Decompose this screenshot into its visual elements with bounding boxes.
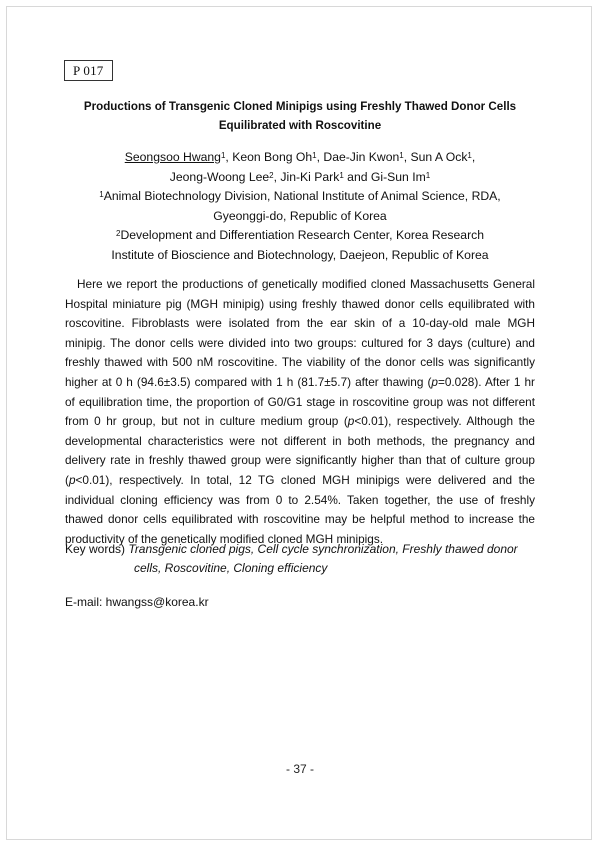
author-name: Keon Bong Oh	[232, 150, 313, 164]
author-affiliation-mark: 1	[220, 151, 226, 160]
author-name: Jeong-Woong Lee	[169, 169, 270, 184]
keywords-line-1	[65, 540, 540, 559]
author-name: Sun A Ock	[410, 150, 468, 164]
p-value-symbol: p	[347, 414, 355, 429]
title-line-1: Productions of Transgenic Cloned Minipigs using Freshly Thawed Donor Cells	[83, 100, 517, 113]
affiliation-1-line-1	[60, 187, 540, 207]
author-affiliation-mark: 1	[339, 170, 344, 180]
p-value-symbol: p	[431, 374, 438, 389]
abstract-text: Here we report the productions of genetically modified cloned Massachusetts General Hospital miniature pig (MGH minipig) using freshly thawed donor cells equilibrated with roscovitine. Fibroblasts were isolated from the ear skin of a 10-day-old male MGH minipig. The donor cells were divided into two groups: cultured for 3 days (culture) and freshly thawed with 500 nM roscovitine. The viability of the donor cells was significantly higher at 0 h (94.6±3.5) compared with 1 h (81.7±5.7) after thawing (	[65, 277, 535, 389]
affiliation-mark: 2	[115, 229, 121, 238]
abstract-code-box: P 017	[64, 60, 113, 81]
author-affiliation-mark: 1	[312, 151, 317, 160]
title-line-2: Equilibrated with Roscovitine	[218, 119, 382, 132]
affiliation-2-line-2: Institute of Bioscience and Biotechnology, Daejeon, Republic of Korea	[111, 247, 489, 262]
affiliation-mark: 1	[99, 190, 104, 199]
page-number: - 37 -	[285, 762, 314, 776]
author-affiliation-mark: 1	[425, 170, 431, 180]
keywords-line-2: cells, Roscovitine, Cloning efficiency	[134, 561, 328, 575]
keywords-label: Key words)	[65, 542, 126, 556]
author-affiliation-mark: 1	[399, 151, 404, 160]
keywords-text: Transgenic cloned pigs, Cell cycle synchronization, Freshly thawed donor	[128, 542, 518, 556]
keywords-block	[65, 540, 540, 578]
author-line-2: Jeong-Woong Lee$^2$, Jin-Ki Park$^1$ and Gi-Sun Im$^1$	[169, 169, 431, 184]
author-name: Gi-Sun Im	[370, 169, 426, 184]
affiliation-1-line-2: Gyeonggi-do, Republic of Korea	[213, 208, 387, 223]
author-block	[60, 148, 540, 265]
author-affiliation-mark: 1	[467, 151, 472, 160]
affiliation-text: Animal Biotechnology Division, National Institute of Animal Science, RDA,	[103, 189, 501, 203]
abstract-paragraph	[65, 275, 535, 549]
abstract-text: <0.01), respectively. In total, 12 TG cloned MGH minipigs were delivered and the individual cloning efficiency was from 0 to 2.54%. Taken together, the use of freshly thawed donor cells equilibrated with roscovitine may be helpful method to increase the productivity of the genetically modified cloned MGH minipigs.	[65, 472, 535, 546]
affiliation-text: Development and Differentiation Research Center, Korea Research	[120, 228, 485, 242]
author-affiliation-mark: 2	[269, 170, 274, 180]
affiliation-2-line-1	[60, 226, 540, 246]
contact-email: E-mail: hwangss@korea.kr	[65, 595, 209, 609]
author-name: Dae-Jin Kwon	[323, 150, 400, 164]
author-presenting: Seongsoo Hwang	[124, 150, 221, 164]
p-value-symbol: p	[68, 472, 76, 487]
author-line-1: Seongsoo Hwang$^1$, Keon Bong Oh$^1$, Dae-Jin Kwon$^1$, Sun A Ock$^1$,	[124, 150, 476, 164]
abstract-text: =0.028). After 1 hr of equilibration time, the proportion of G0/G1 stage in roscovitine group was not different from 0 hr group, but not in culture medium group (	[65, 374, 535, 429]
author-name: Jin-Ki Park	[280, 169, 340, 184]
abstract-body	[65, 275, 535, 549]
paper-title	[60, 97, 540, 135]
abstract-text: <0.01), respectively. Although the developmental characteristics were not different in both methods, the pregnancy and delivery rate in freshly thawed group were significantly higher than that of culture group (	[65, 414, 535, 487]
